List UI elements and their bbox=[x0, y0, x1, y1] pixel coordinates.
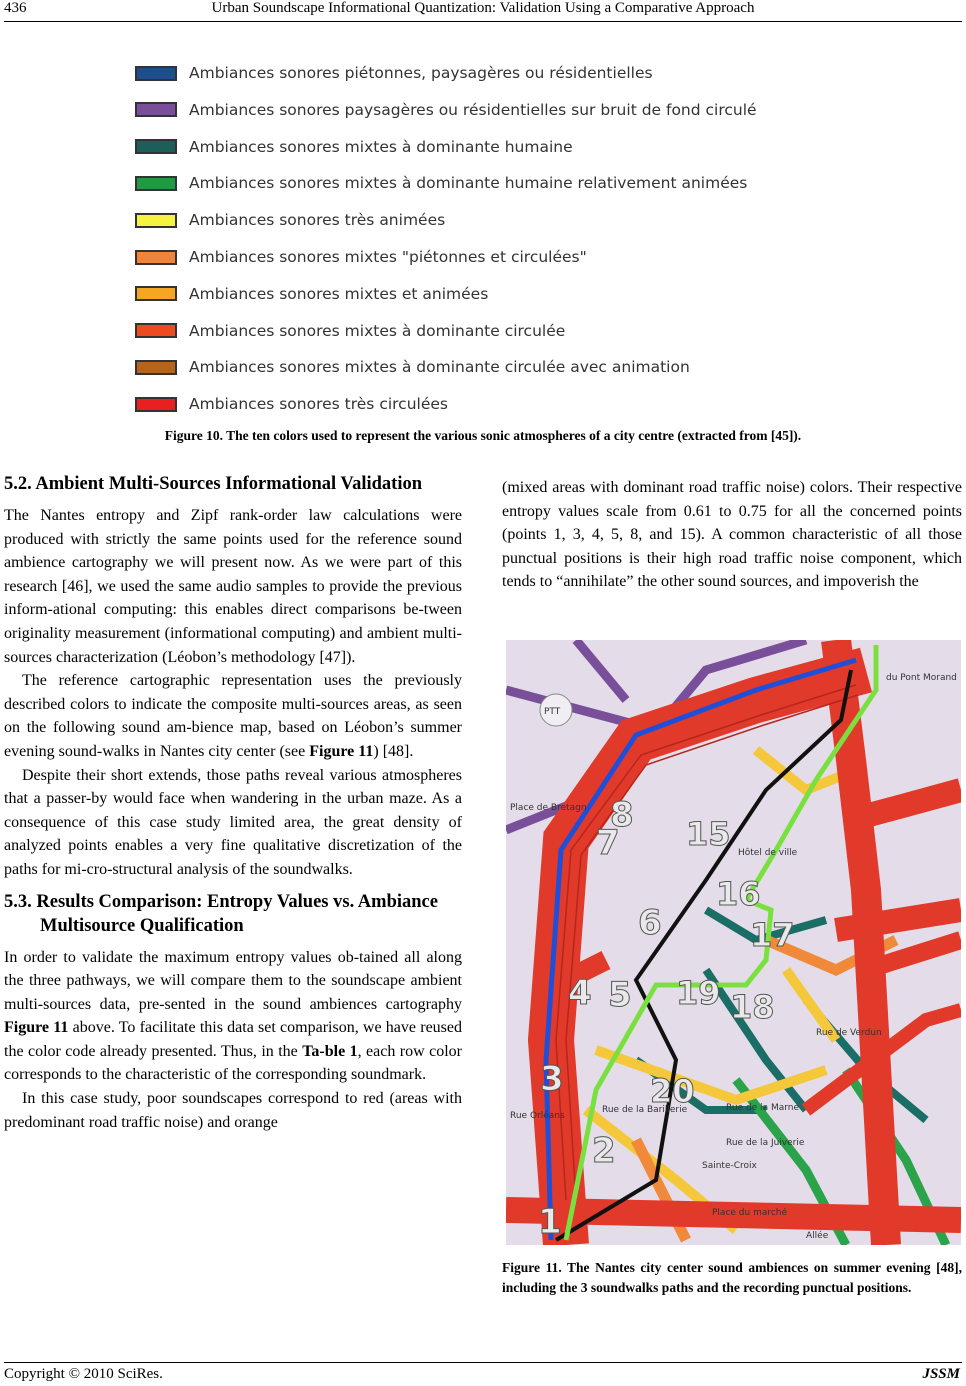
point-8: 8 bbox=[610, 795, 634, 835]
legend-swatch bbox=[135, 176, 177, 191]
legend-row bbox=[135, 316, 565, 346]
legend-row bbox=[135, 279, 488, 309]
paragraph-text: above. To facilitate this data set comparison, we have reused the color code already presented. Thus, in the bbox=[4, 1019, 462, 1060]
paragraph bbox=[4, 946, 462, 1088]
point-16: 16 bbox=[716, 875, 761, 913]
running-title: Urban Soundscape Informational Quantization: Validation Using a Comparative Approach bbox=[211, 0, 755, 16]
map-label-place-marche: Place du marché bbox=[712, 1208, 788, 1218]
legend-row bbox=[135, 389, 448, 419]
point-20: 20 bbox=[650, 1072, 695, 1110]
paragraph-text: ) [48]. bbox=[373, 742, 414, 760]
legend-label: Ambiances sonores très animées bbox=[189, 211, 446, 230]
legend-swatch bbox=[135, 286, 177, 301]
header-rule bbox=[4, 21, 962, 22]
figure-reference[interactable]: Figure 11 bbox=[4, 1019, 69, 1037]
legend-swatch bbox=[135, 139, 177, 154]
map-label-allee: Allée bbox=[806, 1231, 829, 1241]
legend-row bbox=[135, 95, 757, 125]
legend-label: Ambiances sonores mixtes à dominante circulée avec animation bbox=[189, 358, 690, 377]
legend-swatch bbox=[135, 102, 177, 117]
legend-swatch bbox=[135, 360, 177, 375]
legend-row bbox=[135, 205, 445, 235]
legend-label: Ambiances sonores paysagères ou résidentielles sur bruit de fond circulé bbox=[189, 100, 757, 119]
paragraph-text: In order to validate the maximum entropy values ob-tained all along the three pathways, we will compare them to the soundscape ambient multi-sources data, pre-sented in the sound ambiences cartography bbox=[4, 948, 462, 1013]
footer-rule bbox=[4, 1362, 962, 1363]
map-label-pont-morand: du Pont Morand bbox=[886, 673, 957, 683]
map-label-ptt: PTT bbox=[544, 707, 561, 717]
section-5-2-title: 5.2. Ambient Multi-Sources Informational Validation bbox=[4, 474, 423, 494]
map-label-juiverie: Rue de la Juiverie bbox=[726, 1138, 805, 1148]
point-4: 4 bbox=[568, 973, 592, 1013]
map-label-rue-marne: Rue de la Marne bbox=[726, 1103, 800, 1113]
map-label-rue-orleans: Rue Orléans bbox=[510, 1111, 565, 1121]
map-label-barillerie: Rue de la Barillerie bbox=[602, 1105, 688, 1115]
figure-reference[interactable]: Figure 11 bbox=[309, 742, 374, 760]
legend-label: Ambiances sonores mixtes "piétonnes et circulées" bbox=[189, 248, 587, 266]
sound-ambience-map bbox=[506, 640, 961, 1245]
paragraph: Despite their short extends, those paths reveal various atmospheres that a passer-by would face when wandering in the urban maze. As a consequence of this case study limited area, the great density of analyzed points enables a very fine qualitative discretization of the paths for mi-cro-structural analysis of the soundwalks. bbox=[4, 766, 462, 878]
point-19: 19 bbox=[676, 974, 721, 1012]
legend-row bbox=[135, 132, 573, 162]
legend-swatch bbox=[135, 397, 177, 412]
paragraph: In this case study, poor soundscapes correspond to red (areas with predominant road traffic noise) and orange bbox=[4, 1090, 462, 1131]
section-5-3-title: 5.3. Results Comparison: Entropy Values vs. Ambiance Multisource Qualification bbox=[4, 891, 438, 936]
point-17: 17 bbox=[750, 916, 795, 954]
legend-label: Ambiances sonores très circulées bbox=[189, 395, 448, 414]
legend-label: Ambiances sonores mixtes à dominante humaine bbox=[189, 137, 573, 156]
left-column bbox=[4, 472, 462, 1134]
paragraph: (mixed areas with dominant road traffic noise) colors. Their respective entropy values scale from 0.61 to 0.75 for all the concerned points (points 1, 3, 4, 5, 8, and 15). A common characteristic of all those punctual positions is their high road traffic noise component, which tends to “annihilate” the other sound sources, and impoverish the bbox=[502, 479, 962, 591]
paragraph-text: The reference cartographic representation uses the previously described colors to indicate the composite multi-sources areas, as seen on the following sound am-bience map, based on Léobon’s summer evening sound-walks in Nantes city center (see bbox=[4, 672, 462, 760]
copyright-notice: Copyright © 2010 SciRes. bbox=[4, 1366, 163, 1382]
figure11-map bbox=[506, 640, 961, 1245]
paragraph bbox=[4, 669, 462, 763]
map-label-hotel-de-ville: Hôtel de ville bbox=[738, 848, 798, 858]
map-label-sainte-croix: Sainte-Croix bbox=[702, 1161, 757, 1171]
map-label-place-bretagne: Place de Bretagn bbox=[510, 803, 587, 813]
legend-row bbox=[135, 168, 747, 198]
point-2: 2 bbox=[592, 1131, 616, 1171]
point-6: 6 bbox=[638, 903, 662, 943]
legend-row bbox=[135, 58, 653, 88]
point-15: 15 bbox=[686, 815, 731, 853]
figure11-caption: Figure 11. The Nantes city center sound ambiences on summer evening [48], including the 3 soundwalks paths and the recording punctual positions. bbox=[502, 1260, 962, 1295]
legend-row bbox=[135, 242, 587, 272]
map-label-rue-verdun: Rue de Verdun bbox=[816, 1028, 882, 1038]
legend-label: Ambiances sonores mixtes et animées bbox=[189, 284, 489, 303]
journal-name: JSSM bbox=[922, 1366, 960, 1382]
legend-label: Ambiances sonores piétonnes, paysagères ou résidentielles bbox=[189, 64, 653, 82]
point-1: 1 bbox=[538, 1202, 562, 1242]
legend-swatch bbox=[135, 250, 177, 265]
figure10-caption: Figure 10. The ten colors used to represent the various sonic atmospheres of a city centre (extracted from [45]). bbox=[164, 428, 802, 443]
right-column bbox=[502, 476, 962, 594]
point-5: 5 bbox=[608, 975, 632, 1015]
legend-label: Ambiances sonores mixtes à dominante humaine relativement animées bbox=[189, 174, 748, 193]
legend-swatch bbox=[135, 323, 177, 338]
paragraph-text: , each row color corresponds to the characteristic of the corresponding soundmark. bbox=[4, 1042, 462, 1084]
legend-swatch bbox=[135, 66, 177, 81]
legend-swatch bbox=[135, 213, 177, 228]
point-18: 18 bbox=[730, 988, 775, 1026]
point-3: 3 bbox=[540, 1059, 564, 1099]
paragraph: The Nantes entropy and Zipf rank-order law calculations were produced with strictly the same points used for the reference sound ambience cartography we will present now. As we were part of this research [46], we used the same audio samples to provide the previous inform-ational computing: this enables direct comparisons be-tween originality measurement (informational computing) and ambient multi-sources characterization (Léobon’s methodology [47]). bbox=[4, 507, 462, 666]
page-number: 436 bbox=[4, 0, 27, 16]
legend-row bbox=[135, 352, 690, 382]
legend-label: Ambiances sonores mixtes à dominante circulée bbox=[189, 321, 566, 340]
point-7: 7 bbox=[596, 823, 620, 863]
table-reference[interactable]: Ta-ble 1 bbox=[302, 1042, 358, 1060]
